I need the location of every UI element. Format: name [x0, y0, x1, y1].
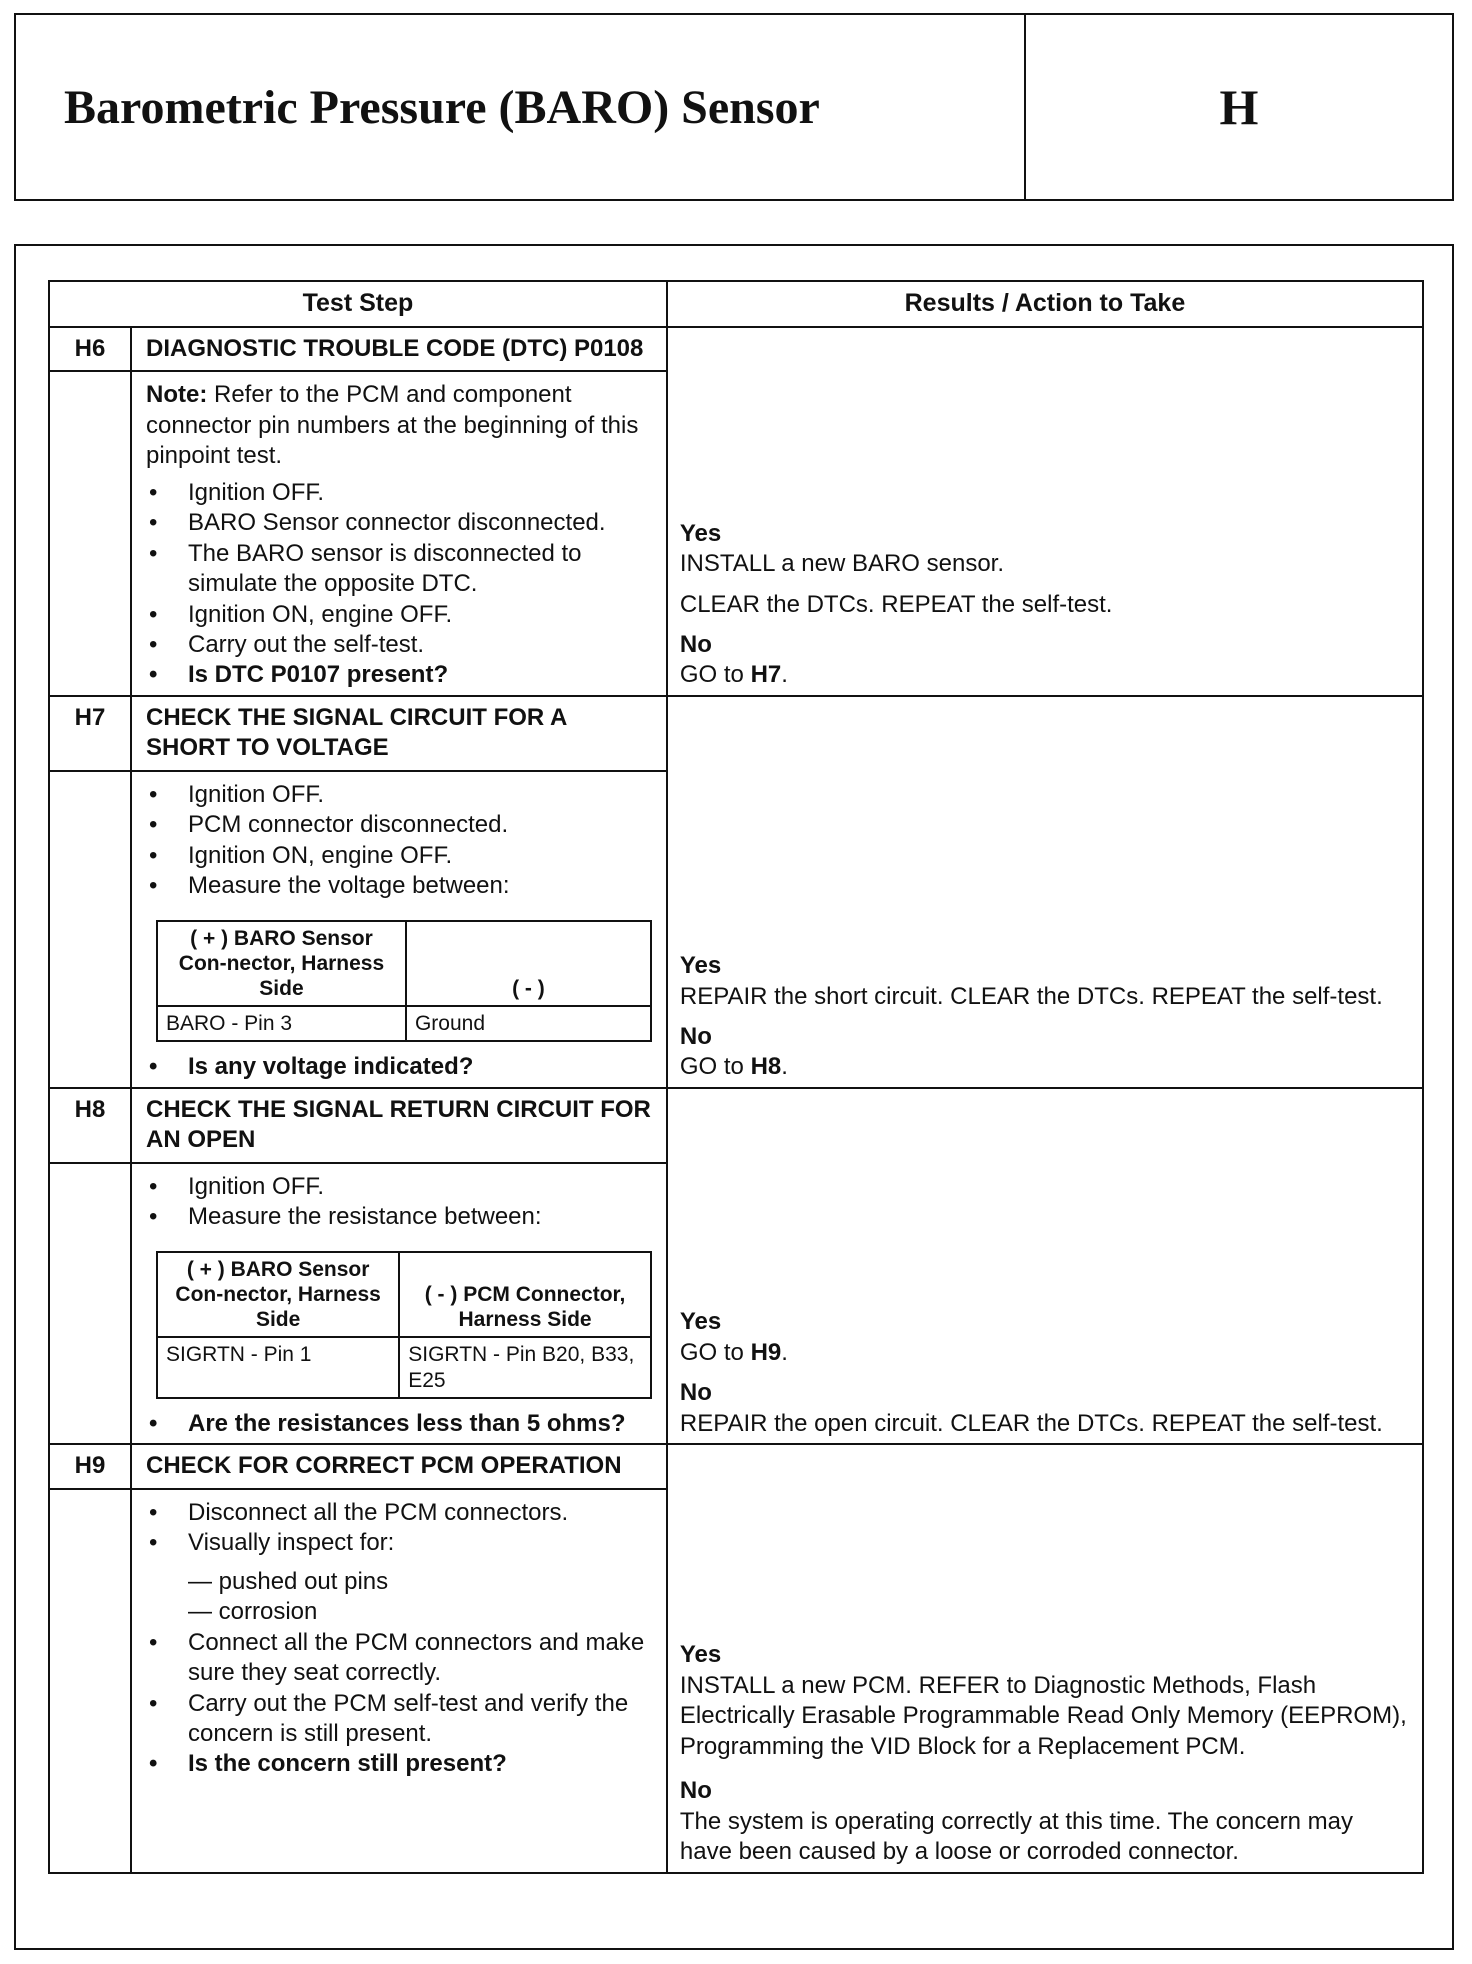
go-to-step: H8 — [750, 1053, 782, 1081]
step-bullet-list — [146, 1052, 652, 1082]
no-action: The system is operating correctly at this time. The concern may have been caused by a loose or corroded connector. — [679, 1807, 1354, 1866]
table-header-row — [49, 281, 1423, 327]
step-instructions — [131, 371, 667, 696]
note-text: Refer to the PCM and component connector pin numbers at the beginning of this pinpoint test. — [146, 381, 639, 470]
step-bullet-list — [146, 1409, 652, 1439]
page-title: Barometric Pressure (BARO) Sensor — [16, 15, 1026, 199]
step-instructions — [131, 1163, 667, 1444]
list-item: • Ignition ON, engine OFF. — [146, 600, 652, 630]
step-question: • Is any voltage indicated? — [146, 1052, 652, 1082]
measurement-cell: SIGRTN - Pin 1 — [157, 1337, 399, 1397]
step-bullet-list — [146, 780, 652, 902]
step-title: CHECK FOR CORRECT PCM OPERATION — [131, 1444, 667, 1488]
no-action — [680, 660, 1410, 690]
go-to-text: GO to — [679, 1053, 751, 1081]
yes-label: Yes — [679, 519, 722, 547]
step-title-row — [49, 1444, 1423, 1488]
yes-action: CLEAR the DTCs. REPEAT the self-test. — [679, 590, 1113, 618]
no-label: No — [679, 1023, 712, 1050]
no-action: REPAIR the open circuit. CLEAR the DTCs. REPEAT the self-test. — [679, 1409, 1383, 1437]
step-result — [667, 696, 1423, 1088]
step-title-row — [49, 696, 1423, 771]
list-item: • Ignition OFF. — [146, 780, 652, 810]
step-title-row — [49, 1088, 1423, 1163]
yes-action: INSTALL a new BARO sensor. — [679, 550, 1005, 578]
list-item: • Carry out the self-test. — [146, 630, 652, 660]
section-code: H — [1219, 79, 1259, 135]
step-question: • Is the concern still present? — [146, 1749, 652, 1779]
no-label: No — [679, 630, 712, 658]
step-result — [667, 327, 1423, 696]
step-id-spacer — [49, 771, 131, 1088]
yes-label: Yes — [679, 952, 722, 980]
inspection-list — [146, 1567, 652, 1628]
measurement-table — [156, 920, 652, 1043]
step-id: H8 — [49, 1088, 131, 1163]
go-to-suffix: . — [781, 661, 788, 689]
step-id: H6 — [49, 327, 131, 371]
step-instructions — [131, 771, 667, 1088]
go-to-step: H7 — [750, 661, 782, 689]
measurement-header-negative: ( - ) PCM Connector, Harness Side — [399, 1252, 651, 1338]
measurement-header-negative: ( - ) — [406, 921, 651, 1007]
list-item: • Measure the resistance between: — [146, 1202, 652, 1232]
list-item: • The BARO sensor is disconnected to simulate the opposite DTC. — [146, 539, 652, 600]
page-header — [14, 13, 1454, 201]
step-result — [667, 1088, 1423, 1444]
measurement-cell: Ground — [406, 1006, 651, 1041]
column-header-results: Results / Action to Take — [667, 281, 1423, 327]
list-item: — corrosion — [188, 1598, 318, 1626]
list-item: • BARO Sensor connector disconnected. — [146, 508, 652, 538]
step-question: • Is DTC P0107 present? — [146, 660, 652, 690]
step-id: H7 — [49, 696, 131, 771]
measurement-table — [156, 1251, 652, 1399]
list-item: • PCM connector disconnected. — [146, 810, 652, 840]
step-id: H9 — [49, 1444, 131, 1488]
yes-action: INSTALL a new PCM. REFER to Diagnostic Methods, Flash Electrically Erasable Programmable Read Only Memory (EEPROM), Programming the VID Block for a Replacement PCM. — [679, 1671, 1407, 1760]
list-item: • Carry out the PCM self-test and verify the concern is still present. — [146, 1689, 652, 1750]
measurement-header-positive: ( + ) BARO Sensor Con-nector, Harness Side — [157, 921, 406, 1007]
go-to-suffix: . — [781, 1338, 788, 1366]
step-id-spacer — [49, 1163, 131, 1444]
step-id-spacer — [49, 371, 131, 696]
list-item: • Visually inspect for: — [146, 1528, 652, 1558]
measurement-header-positive: ( + ) BARO Sensor Con-nector, Harness Side — [157, 1252, 399, 1338]
list-item: — pushed out pins — [188, 1567, 389, 1595]
step-bullet-list — [146, 478, 652, 691]
pinpoint-test-table — [48, 280, 1424, 1874]
no-action — [680, 1052, 1410, 1082]
go-to-text: GO to — [679, 1338, 751, 1366]
step-note — [146, 380, 652, 471]
step-id-spacer — [49, 1489, 131, 1873]
note-label: Note: — [146, 381, 208, 409]
no-label: No — [679, 1777, 712, 1805]
step-title: CHECK THE SIGNAL CIRCUIT FOR A SHORT TO VOLTAGE — [131, 696, 667, 771]
go-to-text: GO to — [679, 661, 751, 689]
yes-action — [680, 1338, 1410, 1368]
list-item: • Disconnect all the PCM connectors. — [146, 1498, 652, 1528]
list-item: • Ignition OFF. — [146, 1172, 652, 1202]
list-item: • Connect all the PCM connectors and make sure they seat correctly. — [146, 1628, 652, 1689]
step-instructions — [131, 1489, 667, 1873]
measurement-cell: SIGRTN - Pin B20, B33, E25 — [399, 1337, 651, 1397]
list-item: • Ignition ON, engine OFF. — [146, 841, 652, 871]
step-result — [667, 1444, 1423, 1872]
yes-action: REPAIR the short circuit. CLEAR the DTCs. REPEAT the self-test. — [679, 982, 1383, 1010]
step-bullet-list — [146, 1172, 652, 1233]
step-title: CHECK THE SIGNAL RETURN CIRCUIT FOR AN OPEN — [131, 1088, 667, 1163]
go-to-step: H9 — [750, 1338, 782, 1366]
measurement-cell: BARO - Pin 3 — [157, 1006, 406, 1041]
list-item: • Ignition OFF. — [146, 478, 652, 508]
yes-label: Yes — [679, 1308, 722, 1336]
list-item: • Measure the voltage between: — [146, 871, 652, 901]
step-title-row — [49, 327, 1423, 371]
column-header-test-step: Test Step — [49, 281, 667, 327]
no-label: No — [679, 1379, 712, 1407]
go-to-suffix: . — [781, 1053, 788, 1081]
yes-label: Yes — [679, 1641, 722, 1669]
step-bullet-list — [146, 1628, 652, 1780]
step-title: DIAGNOSTIC TROUBLE CODE (DTC) P0108 — [131, 327, 667, 371]
step-bullet-list — [146, 1498, 652, 1559]
step-question: • Are the resistances less than 5 ohms? — [146, 1409, 652, 1439]
